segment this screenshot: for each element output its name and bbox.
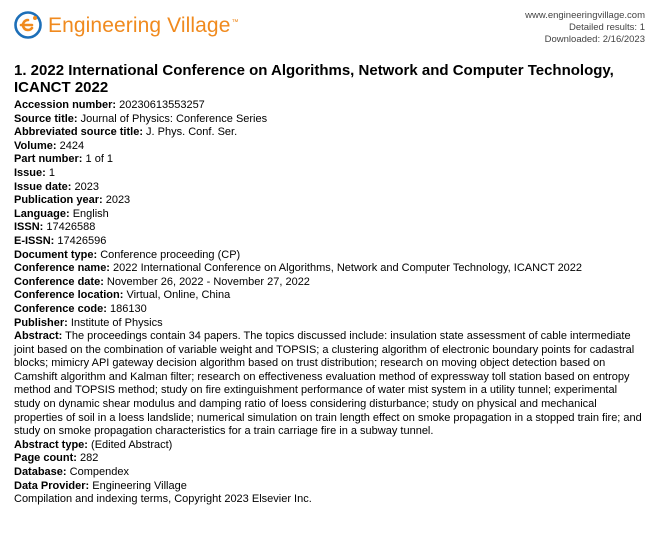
field-value: Journal of Physics: Conference Series <box>80 112 268 125</box>
field-value: 2424 <box>59 139 85 152</box>
field-conference-name <box>14 262 644 276</box>
field-abstract-type <box>14 439 644 453</box>
field-value: 2023 <box>105 194 131 207</box>
field-e-issn <box>14 235 644 249</box>
field-value: November 26, 2022 - November 27, 2022 <box>106 275 310 288</box>
copyright-notice: Compilation and indexing terms, Copyright 2023 Elsevier Inc. <box>14 493 312 506</box>
field-value: Conference proceeding (CP) <box>100 248 241 261</box>
abstract <box>14 330 644 439</box>
field-source-title <box>14 113 644 127</box>
field-part-number <box>14 153 644 167</box>
record-details <box>14 99 644 507</box>
field-value: (Edited Abstract) <box>91 438 173 451</box>
field-label: Conference name: <box>14 262 110 275</box>
abstract-label: Abstract: <box>14 330 63 343</box>
field-issn <box>14 221 644 235</box>
record-fields-extra <box>14 439 644 493</box>
field-label: Publisher: <box>14 316 68 329</box>
field-value: 2023 <box>74 180 100 193</box>
field-value: Engineering Village <box>92 479 187 492</box>
field-language <box>14 208 644 222</box>
abstract-text: The proceedings contain 34 papers. The topics discussed include: insulation state assessment of cable intermediate joint based on the combination of variable weight and TOPSIS; a clustering algorithm of electronic boundary points for cadastral blocks; mimicry API gateway decision algorithm based on trust distribution; research on moving object detection based on Camshift algorithm and Kalman filter; research on effectiveness evaluation method of expressway toll station based on entropy method and TOPSIS method; study on fire extinguishment performance of water mist system in a utility tunnel; experimental study on dynamic shear modulus and damping ratio of loess considering disturbance; study on physical and mechanical properties of soil in a loess landslide; numerical simulation on train length effect on smoke propagation in a stopped train fire; and study on smoke propagation characteristics for a train carriage fire in a subway tunnel. <box>14 330 642 438</box>
field-label: E-ISSN: <box>14 234 55 247</box>
download-meta <box>525 10 645 46</box>
field-value: English <box>72 207 109 220</box>
field-label: Page count: <box>14 452 77 465</box>
field-abbreviated-source-title <box>14 126 644 140</box>
record-fields <box>14 99 644 330</box>
field-value: 2022 International Conference on Algorithms, Network and Computer Technology, ICANCT 2022 <box>113 262 583 275</box>
field-label: Issue: <box>14 166 46 179</box>
field-label: Conference code: <box>14 302 107 315</box>
field-conference-location <box>14 289 644 303</box>
field-page-count <box>14 452 644 466</box>
field-value: 17426596 <box>57 234 107 247</box>
engineering-village-logo[interactable] <box>14 10 239 44</box>
field-data-provider <box>14 480 644 494</box>
record-title: 1. 2022 International Conference on Algorithms, Network and Computer Technology, ICANCT 2022 <box>14 62 614 96</box>
field-label: Volume: <box>14 139 57 152</box>
field-value: 1 <box>48 166 55 179</box>
header <box>0 0 655 56</box>
field-document-type <box>14 249 644 263</box>
field-label: Issue date: <box>14 180 72 193</box>
field-label: Accession number: <box>14 99 117 111</box>
trademark-symbol: ™ <box>231 19 239 26</box>
field-label: ISSN: <box>14 221 44 234</box>
field-label: Source title: <box>14 112 78 125</box>
field-database <box>14 466 644 480</box>
download-date: Downloaded: 2/16/2023 <box>544 34 645 45</box>
field-accession-number <box>14 99 644 113</box>
field-label: Abstract type: <box>14 438 88 451</box>
field-label: Abbreviated source title: <box>14 126 143 139</box>
detailed-results-count: Detailed results: 1 <box>568 22 645 33</box>
field-label: Conference location: <box>14 289 124 302</box>
field-value: 282 <box>80 452 99 465</box>
site-url: www.engineeringvillage.com <box>525 10 645 21</box>
field-value: 186130 <box>109 302 147 315</box>
field-publication-year <box>14 194 644 208</box>
field-conference-code <box>14 303 644 317</box>
field-value: 17426588 <box>46 221 96 234</box>
field-conference-date <box>14 276 644 290</box>
field-value: Compendex <box>69 466 129 479</box>
brand-name: Engineering Village™ <box>48 14 239 37</box>
field-label: Conference date: <box>14 275 104 288</box>
field-issue-date <box>14 181 644 195</box>
field-issue <box>14 167 644 181</box>
field-label: Language: <box>14 207 70 220</box>
field-value: 1 of 1 <box>85 153 114 166</box>
field-value: Institute of Physics <box>70 316 163 329</box>
field-label: Publication year: <box>14 194 103 207</box>
field-publisher <box>14 317 644 331</box>
engineering-village-logo-icon <box>14 11 42 39</box>
field-value: J. Phys. Conf. Ser. <box>146 126 238 139</box>
field-volume <box>14 140 644 154</box>
field-value: 20230613553257 <box>119 99 205 111</box>
field-value: Virtual, Online, China <box>126 289 231 302</box>
field-label: Part number: <box>14 153 83 166</box>
field-label: Document type: <box>14 248 98 261</box>
field-label: Data Provider: <box>14 479 90 492</box>
field-label: Database: <box>14 466 67 479</box>
